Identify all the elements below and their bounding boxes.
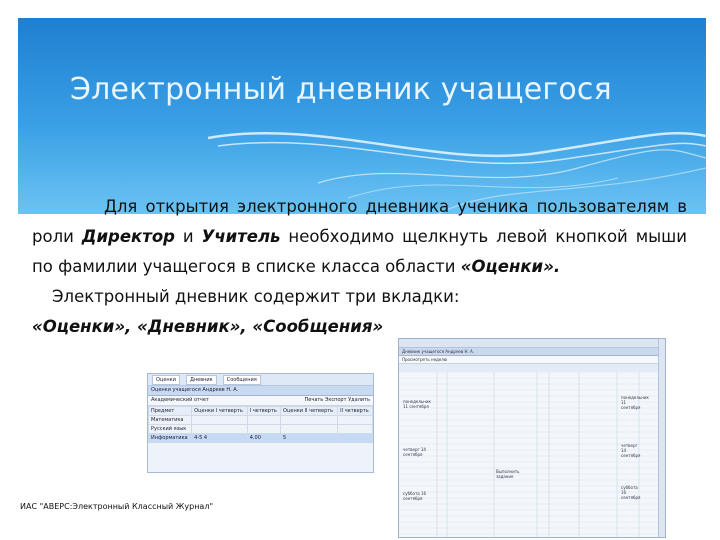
marks-cell	[192, 425, 248, 434]
date-label-right: понедельник 11 сентября	[621, 395, 649, 410]
scrollbar[interactable]	[658, 339, 665, 537]
grades-table	[148, 406, 373, 443]
table-row[interactable]	[149, 425, 373, 434]
marks-cell: 4-5 4	[192, 434, 248, 443]
date-label-right: суббота 16 сентября	[621, 485, 641, 500]
column-header: Оценки I четверть	[192, 407, 248, 416]
tab-grades[interactable]: Оценки	[152, 375, 180, 385]
toolbar-actions	[305, 396, 370, 405]
wave-decoration	[18, 18, 706, 214]
marks-cell	[192, 416, 248, 425]
subject-cell: Математика	[149, 416, 192, 425]
quarter-cell	[247, 416, 280, 425]
panel-title: Дневник учащегося Андреев Н. А.	[399, 348, 665, 356]
quarter-cell	[338, 425, 373, 434]
table-row[interactable]	[149, 434, 373, 443]
week-button[interactable]: Просмотреть неделю	[399, 356, 665, 364]
panel-title: Оценки учащегося Андреев Н. А.	[148, 386, 373, 396]
column-header: II четверть	[338, 407, 373, 416]
print-button[interactable]: Печать	[304, 397, 324, 403]
column-header: Оценки II четверть	[281, 407, 338, 416]
date-label-left: суббота 16 сентября	[403, 491, 427, 501]
grades-window-screenshot	[147, 373, 374, 473]
subject-cell: Информатика	[149, 434, 192, 443]
tab-bar	[148, 374, 373, 386]
tabs-list-text: «Оценки», «Дневник», «Сообщения»	[32, 317, 384, 336]
date-label-left: понедельник 11 сентября	[403, 399, 431, 409]
subject-cell: Русский язык	[149, 425, 192, 434]
text-run: и	[174, 227, 202, 246]
quarter-cell: 4.00	[247, 434, 280, 443]
date-label-right: четверг 14 сентября	[621, 443, 641, 458]
window-toolbar	[399, 339, 665, 348]
text-run: необходимо щелкнуть левой кнопкой мыши по фамилии учащегося в списке класса области	[32, 227, 687, 276]
slide-header	[18, 18, 706, 214]
table-row[interactable]	[149, 416, 373, 425]
table-header	[149, 407, 373, 416]
area-grades: «Оценки».	[460, 257, 561, 276]
paragraph-open-diary	[32, 192, 687, 282]
quarter-cell	[338, 416, 373, 425]
delete-button[interactable]: Удалить	[348, 397, 370, 403]
marks-cell: 5	[281, 434, 338, 443]
caption: ИАС "АВЕРС:Электронный Классный Журнал"	[20, 502, 214, 511]
diary-window-screenshot	[398, 338, 666, 538]
marks-cell	[281, 416, 338, 425]
text-run: Электронный дневник содержит три вкладки:	[52, 287, 460, 306]
tab-messages[interactable]: Сообщения	[223, 375, 261, 385]
role-teacher: Учитель	[201, 227, 281, 246]
quarter-cell	[247, 425, 280, 434]
role-director: Директор	[81, 227, 175, 246]
text-run: Для открытия электронного дневника ученика пользователям в роли	[32, 197, 687, 246]
column-header: Предмет	[149, 407, 192, 416]
quarter-cell	[338, 434, 373, 443]
paragraph-tabs	[32, 282, 687, 312]
export-button[interactable]: Экспорт	[324, 397, 347, 403]
marks-cell	[281, 425, 338, 434]
slide-title: Электронный дневник учащегося	[70, 72, 612, 107]
slide-body	[32, 192, 687, 342]
date-label-left: четверг 14 сентября	[403, 447, 426, 457]
report-button[interactable]: Академический отчет	[151, 397, 209, 403]
toolbar	[148, 396, 373, 406]
column-header: I четверть	[247, 407, 280, 416]
tab-diary[interactable]: Дневник	[186, 375, 217, 385]
homework-note: Выполнить задание	[496, 469, 520, 479]
